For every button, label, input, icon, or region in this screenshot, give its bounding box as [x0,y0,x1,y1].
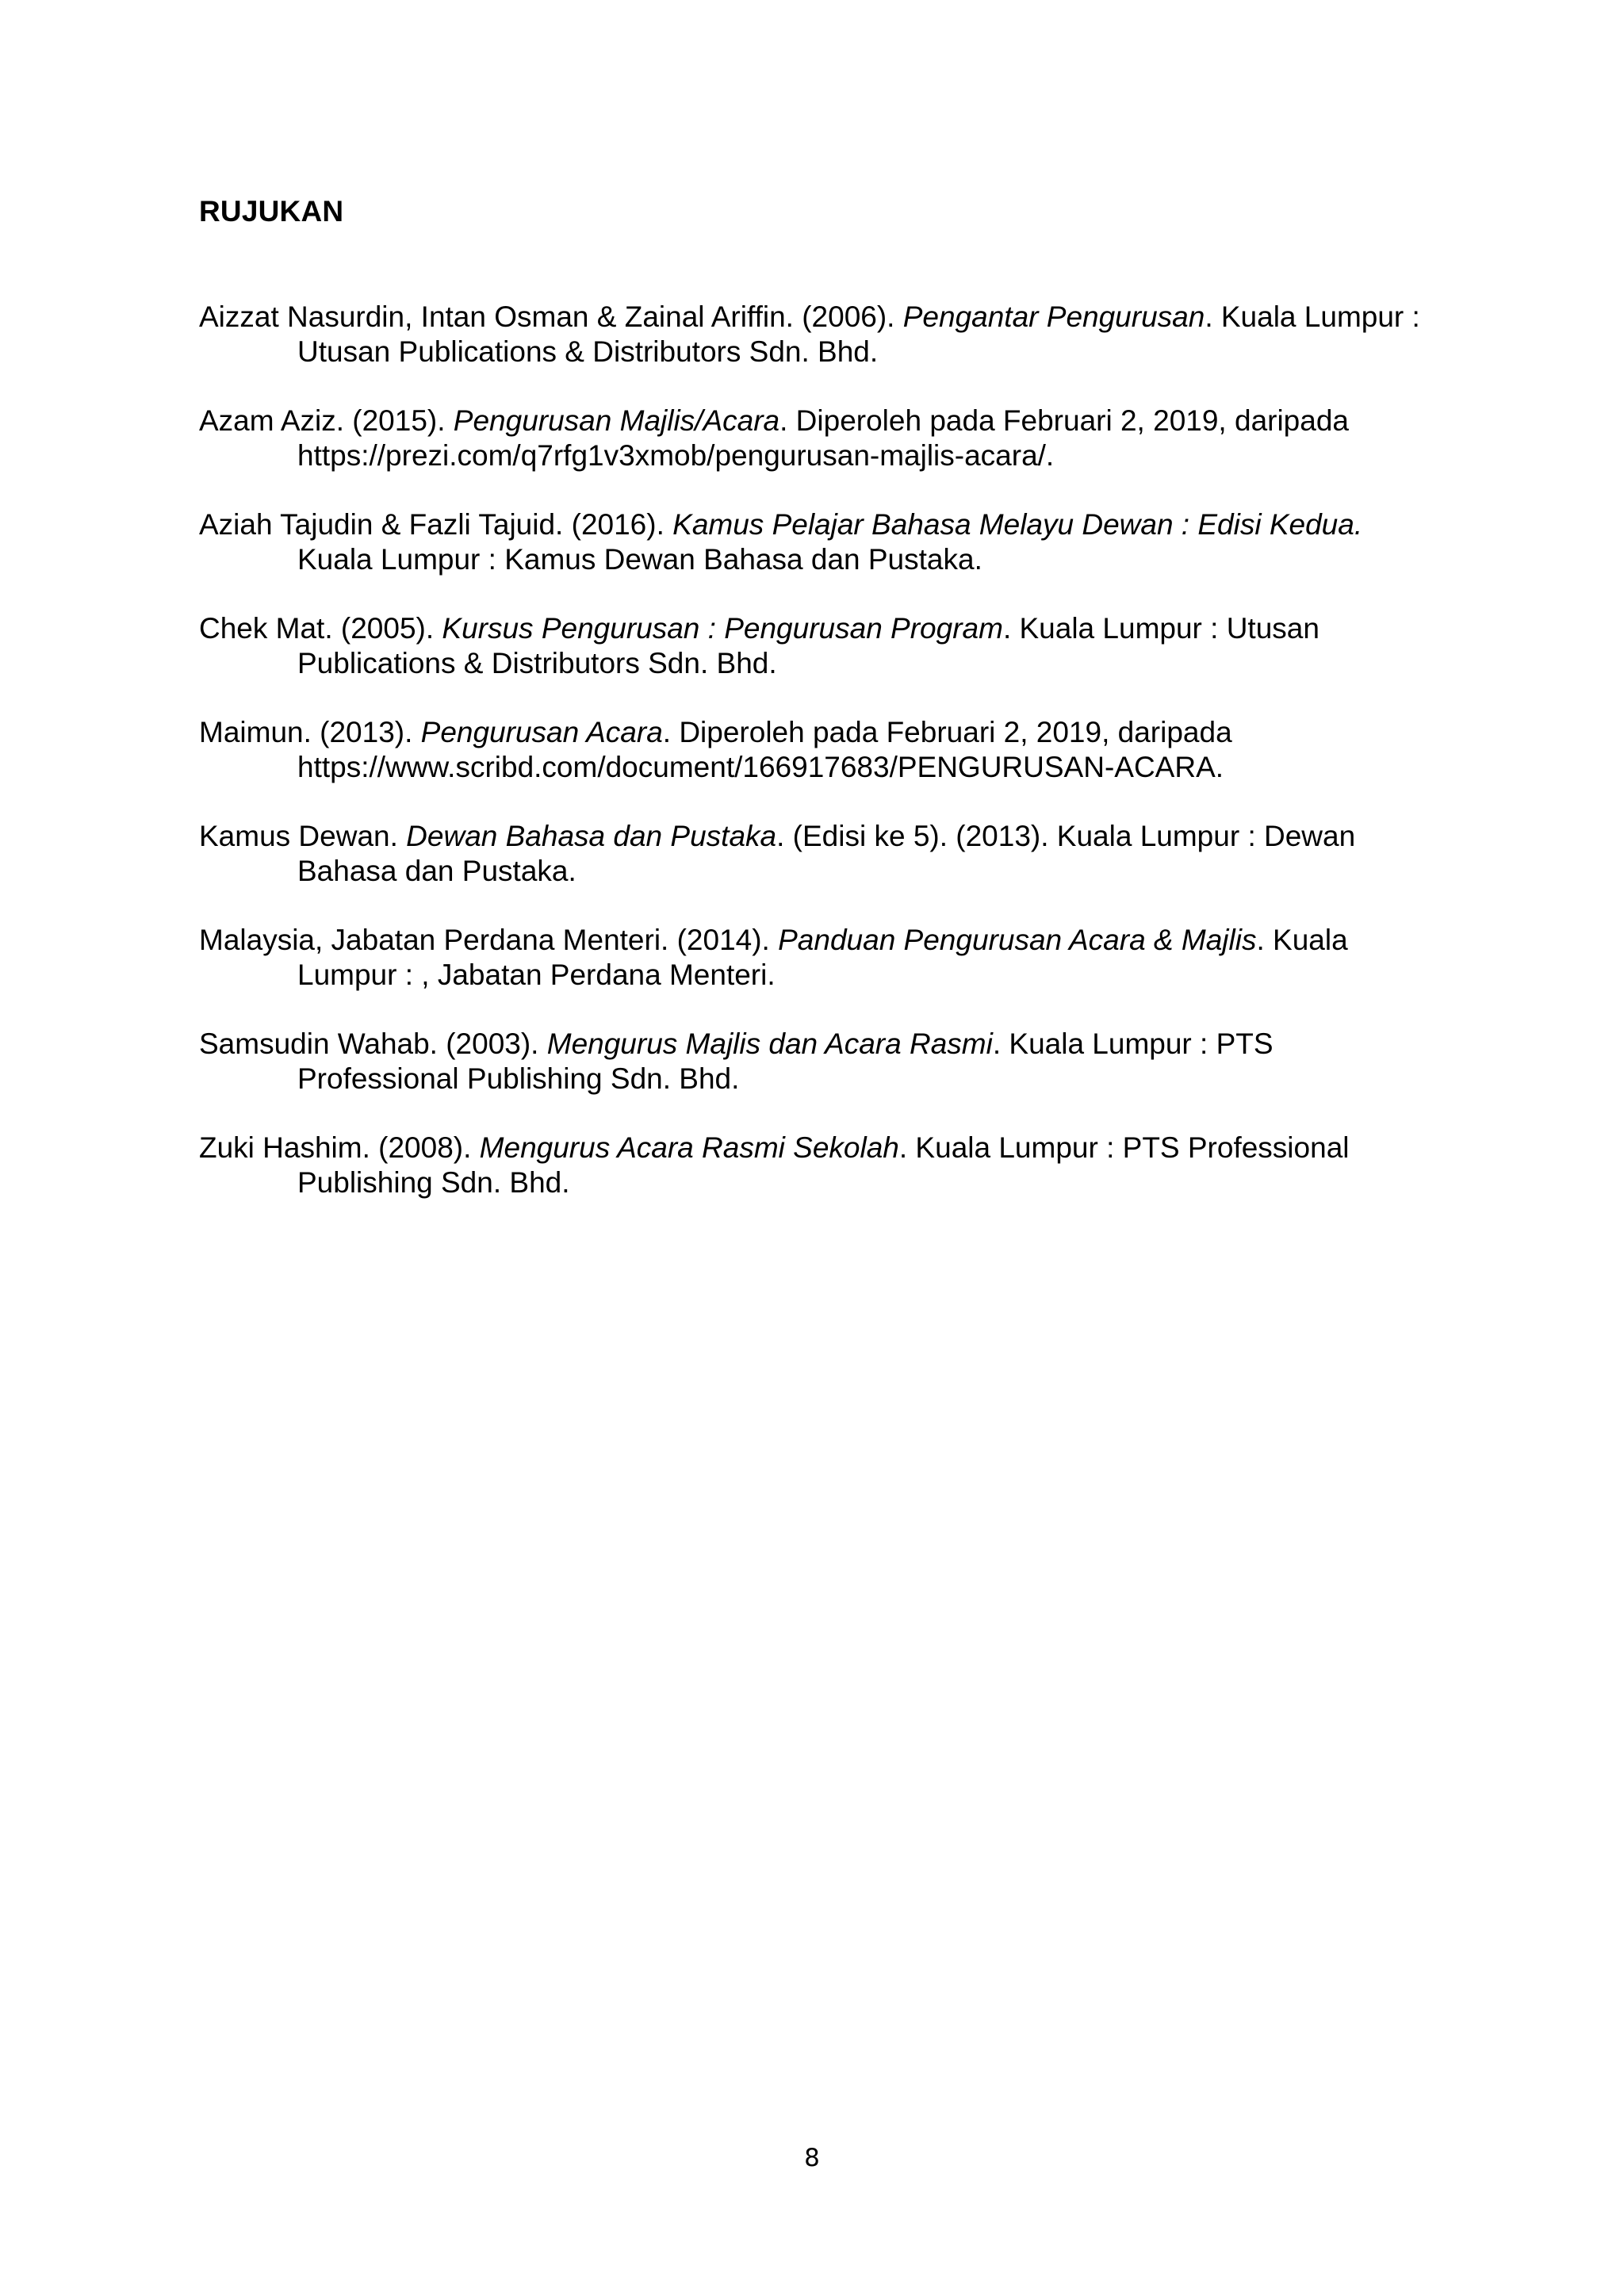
reference-publication: . Kuala Lumpur : PTS Professional Publishing Sdn. Bhd. [297,1027,1274,1095]
page-title: RUJUKAN [199,195,344,228]
reference-author-date: Zuki Hashim. (2008). [199,1131,480,1164]
reference-item [199,404,1436,473]
reference-item [199,1131,1436,1200]
reference-publication: . Kuala Lumpur : Utusan Publications & Distributors Sdn. Bhd. [297,300,1420,368]
reference-author-date: Aziah Tajudin & Fazli Tajuid. (2016). [199,508,673,541]
reference-title: Panduan Pengurusan Acara & Majlis [778,924,1257,956]
reference-publication: . Kuala Lumpur : , Jabatan Perdana Menteri. [297,924,1348,991]
reference-publication: . Diperoleh pada Februari 2, 2019, daripada https://www.scribd.com/document/166917683/PENGURUSAN-ACARA. [297,716,1232,783]
reference-item [199,923,1436,993]
reference-title: Pengurusan Majlis/Acara [453,404,780,437]
reference-publication: . Diperoleh pada Februari 2, 2019, daripada https://prezi.com/q7rfg1v3xmob/pengurusan-majlis-acara/. [297,404,1349,472]
reference-author-date: Chek Mat. (2005). [199,612,442,645]
reference-title: Dewan Bahasa dan Pustaka [406,820,777,852]
reference-publication: Kuala Lumpur : Kamus Dewan Bahasa dan Pustaka. [297,543,982,576]
reference-title: Mengurus Acara Rasmi Sekolah [479,1131,899,1164]
reference-item [199,819,1436,889]
reference-item [199,507,1436,577]
reference-publication: . (Edisi ke 5). (2013). Kuala Lumpur : Dewan Bahasa dan Pustaka. [297,820,1356,887]
reference-author-date: Azam Aziz. (2015). [199,404,454,437]
page-number: 8 [804,2144,820,2172]
reference-title: Kursus Pengurusan : Pengurusan Program [442,612,1003,645]
reference-item [199,1027,1436,1096]
reference-publication: . Kuala Lumpur : Utusan Publications & Distributors Sdn. Bhd. [297,612,1320,679]
reference-list [199,300,1436,1234]
reference-title: Mengurus Majlis dan Acara Rasmi [546,1027,993,1060]
reference-author-date: Aizzat Nasurdin, Intan Osman & Zainal Ariffin. (2006). [199,300,903,333]
reference-author-date: Malaysia, Jabatan Perdana Menteri. (2014). [199,924,779,956]
reference-author-date: Samsudin Wahab. (2003). [199,1027,547,1060]
reference-publication: . Kuala Lumpur : PTS Professional Publishing Sdn. Bhd. [297,1131,1350,1199]
reference-title: Pengurusan Acara [420,716,663,748]
reference-title: Kamus Pelajar Bahasa Melayu Dewan : Edisi Kedua. [672,508,1363,541]
reference-title: Pengantar Pengurusan [902,300,1205,333]
reference-item [199,611,1436,681]
reference-item [199,715,1436,785]
reference-author-date: Kamus Dewan. [199,820,407,852]
reference-author-date: Maimun. (2013). [199,716,421,748]
reference-item [199,300,1436,369]
